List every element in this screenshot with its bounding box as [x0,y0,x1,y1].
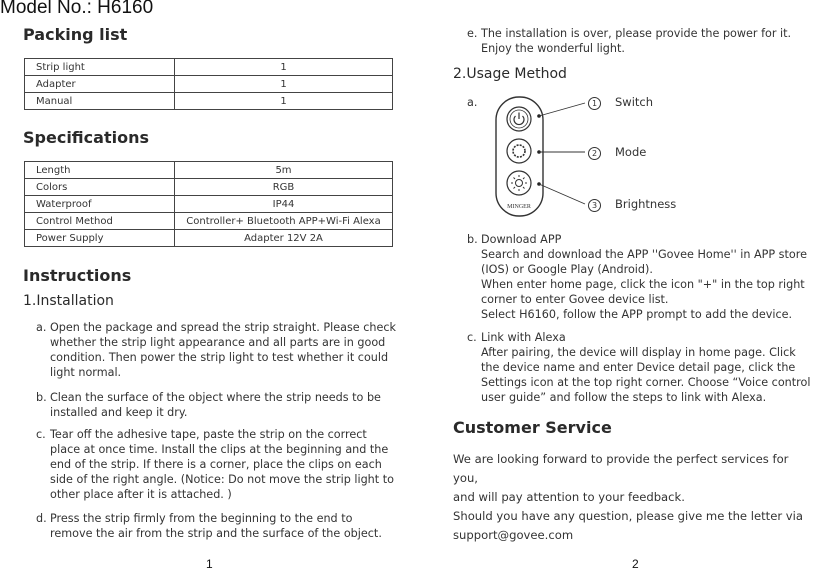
brightness-button [507,171,531,195]
packing-row [25,76,393,93]
step-label: b. [467,233,478,246]
spec-row [25,162,393,179]
support-email-link[interactable]: support@govee.com [453,528,574,542]
callout-line-1 [539,103,585,116]
step-label: d. [36,512,47,525]
table-cell-label: Power Supply [25,230,175,247]
table-cell-value: 1 [175,93,393,110]
step-line: Settings icon at the top right corner. Choose “Voice control [481,376,811,389]
install-step-c [36,427,396,502]
step-heading: Link with Alexa [481,331,566,344]
step-text: Clean the surface of the object where the strip needs to be installed and keep it dry. [50,391,381,419]
step-label: e. [467,27,478,40]
step-line: user guide” and follow the steps to link with Alexa. [481,391,767,404]
instructions-title: Instructions [23,266,132,285]
spec-row [25,213,393,230]
model-number: Model No.: H6160 [0,0,154,18]
packing-row [25,93,393,110]
spec-row [25,196,393,213]
step-text: The installation is over, please provide the power for it. Enjoy the wonderful light. [481,27,792,55]
install-step-e [467,26,812,56]
table-cell-label: Control Method [25,213,175,230]
usage-a-label: a. [467,96,478,109]
install-step-b [36,390,396,420]
step-label: c. [36,428,46,441]
table-cell-value: Adapter 12V 2A [175,230,393,247]
packing-row [25,59,393,76]
table-cell-label: Adapter [25,76,175,93]
step-label: b. [36,391,47,404]
specifications-title: Specifications [23,128,149,147]
usage-step-c [467,330,815,405]
callout-label: Switch [615,95,654,109]
step-heading: Download APP [481,233,562,246]
table-cell-value: RGB [175,179,393,196]
table-cell-value: 5m [175,162,393,179]
table-cell-label: Strip light [25,59,175,76]
step-line: Select H6160, follow the APP prompt to add the device. [481,308,793,321]
page-number-left: 1 [206,557,213,570]
callout-number: 1 [588,97,601,110]
mode-button [507,139,531,163]
controller-brand: MINGER [507,204,531,210]
customer-line: and will pay attention to your feedback. [453,490,685,504]
specifications-table [24,161,393,247]
table-cell-label: Colors [25,179,175,196]
table-cell-label: Waterproof [25,196,175,213]
callout-brightness [588,197,676,212]
step-text: Press the strip firmly from the beginning to the end to remove the air from the strip and the surface of the object. [50,512,382,540]
step-text: Tear off the adhesive tape, paste the strip on the correct place at once time. Install the clips at the beginning and the end of the strip. If there is a corner, place the clips on each side of the right angle. (Notice: Do not move the strip light to other place after it is attached. ) [50,428,394,501]
install-step-a [36,320,396,380]
table-cell-label: Manual [25,93,175,110]
step-line: When enter home page, click the icon "+" in the top right [481,278,805,291]
callout-switch [588,95,653,110]
table-cell-value: 1 [175,59,393,76]
callout-number: 3 [588,199,601,212]
step-line: After pairing, the device will display in home page. Click [481,346,796,359]
step-label: a. [36,321,47,334]
spec-row [25,230,393,247]
packing-table [24,58,393,110]
page-number-right: 2 [632,557,639,570]
customer-service-title: Customer Service [453,418,612,437]
step-text: Open the package and spread the strip straight. Please check whether the strip light appearance and all parts are in good condition. Then power the strip light to test whether it could light normal. [50,321,397,379]
table-cell-value: Controller+ Bluetooth APP+Wi-Fi Alexa [175,213,393,230]
callout-number: 2 [588,147,601,160]
controller-illustration [494,95,594,220]
customer-line: We are looking forward to provide the perfect services for you, [453,452,789,485]
step-line: the device name and enter Device detail page, click the [481,361,796,374]
callout-label: Mode [615,145,647,159]
step-label: c. [467,331,477,344]
customer-service-text [453,450,815,545]
installation-title: 1.Installation [23,293,114,309]
step-line: (IOS) or Google Play (Android). [481,263,653,276]
table-cell-value: IP44 [175,196,393,213]
spec-row [25,179,393,196]
packing-list-title: Packing list [23,25,128,44]
table-cell-value: 1 [175,76,393,93]
callout-mode [588,145,646,160]
step-line: corner to enter Govee device list. [481,293,669,306]
step-line: Search and download the APP ''Govee Home'' in APP store [481,248,807,261]
usage-method-title: 2.Usage Method [453,66,567,82]
table-cell-label: Length [25,162,175,179]
customer-line: Should you have any question, please give me the letter via [453,509,803,523]
callout-label: Brightness [615,197,677,211]
install-step-d [36,511,396,541]
usage-step-b [467,232,815,322]
callout-line-3 [539,184,585,204]
